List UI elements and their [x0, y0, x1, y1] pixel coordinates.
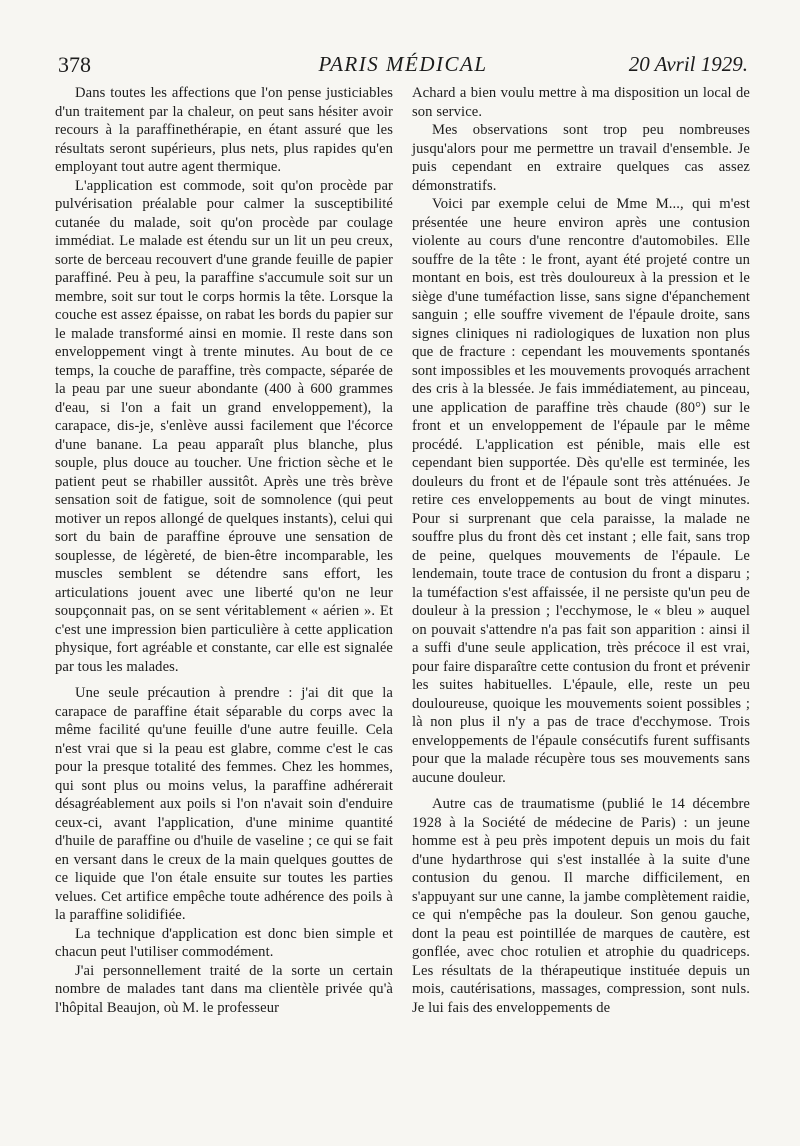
journal-title: PARIS MÉDICAL: [318, 52, 488, 76]
paragraph: Voici par exemple celui de Mme M..., qui m'est présentée une heure environ après une contusion violente au cours d'une rencontre d'automobiles. Elle souffre de la tête : le front, ayant été projeté contre un montant en bois, est très douloureux à la pression et le siège d'une tuméfaction lisse, sans signe d'épanchement sanguin ; elle souffre vivement de l'épaule droite, sans signes cliniques ni radiologiques de luxation non plus que de fracture : cependant les mouvements spontanés sont impossibles et les mouvements provoqués arrachent des cris à la blessée. Je fais immédiatement, au pinceau, une application de paraffine très chaude (80°) sur le front et un enveloppement de l'épaule par le même procédé. L'application est pénible, mais elle est cependant bien supportée. Dès qu'elle est terminée, les douleurs du front et de l'épaule sont très atténuées. Je retire ces enveloppements au bout de vingt minutes. Pour si surprenant que cela paraisse, la malade ne souffre plus du front dès cet instant ; elle fait, sans trop de peine, quelques mouvements de l'épaule. Le lendemain, toute trace de contusion du front a disparu ; la tuméfaction s'est affaissée, il ne persiste qu'un peu de douleur à la pression ; l'ecchymose, le « bleu » auquel on pouvait s'attendre n'a pas fait son apparition : ainsi il a suffi d'une seule application, très précoce il est vrai, pour faire disparaître cette contusion du front et prévenir les suites habituelles. L'épaule, elle, reste un peu douloureuse, quoique les mouvements soient possibles ; là non plus il n'y a pas de trace d'ecchymose. Trois enveloppements de l'épaule consécutifs furent suffisants pour que la malade récupère tous ses mouvements sans aucune douleur.: [412, 196, 750, 786]
page-header: [58, 52, 748, 82]
issue-date: 20 Avril 1929.: [628, 52, 748, 76]
paragraph: Une seule précaution à prendre : j'ai dit que la carapace de paraffine était séparable du corps avec la même facilité qu'une feuille d'une autre feuille. Cela n'est vrai que si la peau est glabre, comme c'est le cas pour la presque totalité des femmes. Chez les hommes, qui sont plus ou moins velus, la paraffine adhérerait désagréablement aux poils si l'on n'avait soin d'enduire ceux-ci, avant l'application, d'une minime quantité d'huile de paraffine ou d'huile de vaseline ; ce qui se fait en versant dans le creux de la main quelques gouttes de ce liquide que l'on étale ensuite sur toutes les parties velues. Cet artifice empêche toute adhérence des poils à la paraffine solidifiée.: [55, 685, 393, 923]
left-column: [55, 84, 393, 1017]
right-column: [412, 84, 750, 1017]
paragraph: Autre cas de traumatisme (publié le 14 décembre 1928 à la Société de médecine de Paris) : un jeune homme est à peu près impotent depuis un mois du fait d'une hydarthrose qui s'est installée à la suite d'une contusion du genou. Il marche difficilement, en s'appuyant sur une canne, la jambe complètement raidie, ce qui n'empêche pas la douleur. Son genou gauche, dont la peau est pointillée de marques de cautère, est gonflée, avec choc rotulien et atrophie du quadriceps. Les résultats de la thérapeutique instituée depuis un mois, cautérisations, massages, compression, sont nuls. Je lui fais des enveloppements de: [412, 796, 750, 1016]
paragraph: L'application est commode, soit qu'on procède par pulvérisation préalable pour calmer la susceptibilité cutanée du malade, soit qu'on procède par coulage immédiat. Le malade est étendu sur un lit un peu creux, sorte de berceau recouvert d'une grande feuille de papier paraffiné. Peu à peu, la paraffine s'accumule soit sur un membre, soit sur tout le corps hormis la tête. Lorsque la couche est assez épaisse, on rabat les bords du papier sur le malade transformé ainsi en momie. Il reste dans son enveloppement vingt à trente minutes. Au bout de ce temps, la couche de paraffine, très compacte, séparée de la peau par une sueur abondante (400 à 600 grammes d'eau, si l'on a fait un grand enveloppement), la carapace, dis-je, s'enlève aussi facilement que l'écorce d'une banane. La peau apparaît plus blanche, plus souple, plus douce au toucher. Une friction sèche et le patient peut se rhabiller aussitôt. Après une très brève sensation soit de fatigue, soit de somnolence (qui peut motiver un repos allongé de quelques instants), celui qui sort du bain de paraffine éprouve une sensation de souplesse, de légèreté, de bien-être incomparable, les muscles semblent se détendre sans effort, les articulations jouent avec une liberté qu'on ne leur soupçonnait pas, on se sent véritablement « aérien ». Et c'est une impression bien particulière à cette application physique, fort agréable et constante, car elle est signalée par tous les malades.: [55, 177, 393, 675]
paragraph: Achard a bien voulu mettre à ma disposition un local de son service.: [412, 85, 750, 120]
paragraph: La technique d'application est donc bien simple et chacun peut l'utiliser commodément.: [55, 925, 393, 960]
paragraph: J'ai personnellement traité de la sorte un certain nombre de malades tant dans ma clientèle privée qu'à l'hôpital Beaujon, où M. le professeur: [55, 962, 393, 1016]
text-columns: [55, 84, 750, 1017]
page-number: 378: [58, 52, 91, 77]
paragraph: Mes observations sont trop peu nombreuses jusqu'alors pour me permettre un travail d'ensemble. Je puis cependant en extraire quelques cas assez démonstratifs.: [412, 122, 750, 194]
paragraph: Dans toutes les affections que l'on pense justiciables d'un traitement par la chaleur, on peut sans hésiter avoir recours à la paraffinethérapie, en étant assuré que les résultats seront supérieurs, plus nets, plus rapides qu'en employant tout autre agent thermique.: [55, 85, 393, 175]
